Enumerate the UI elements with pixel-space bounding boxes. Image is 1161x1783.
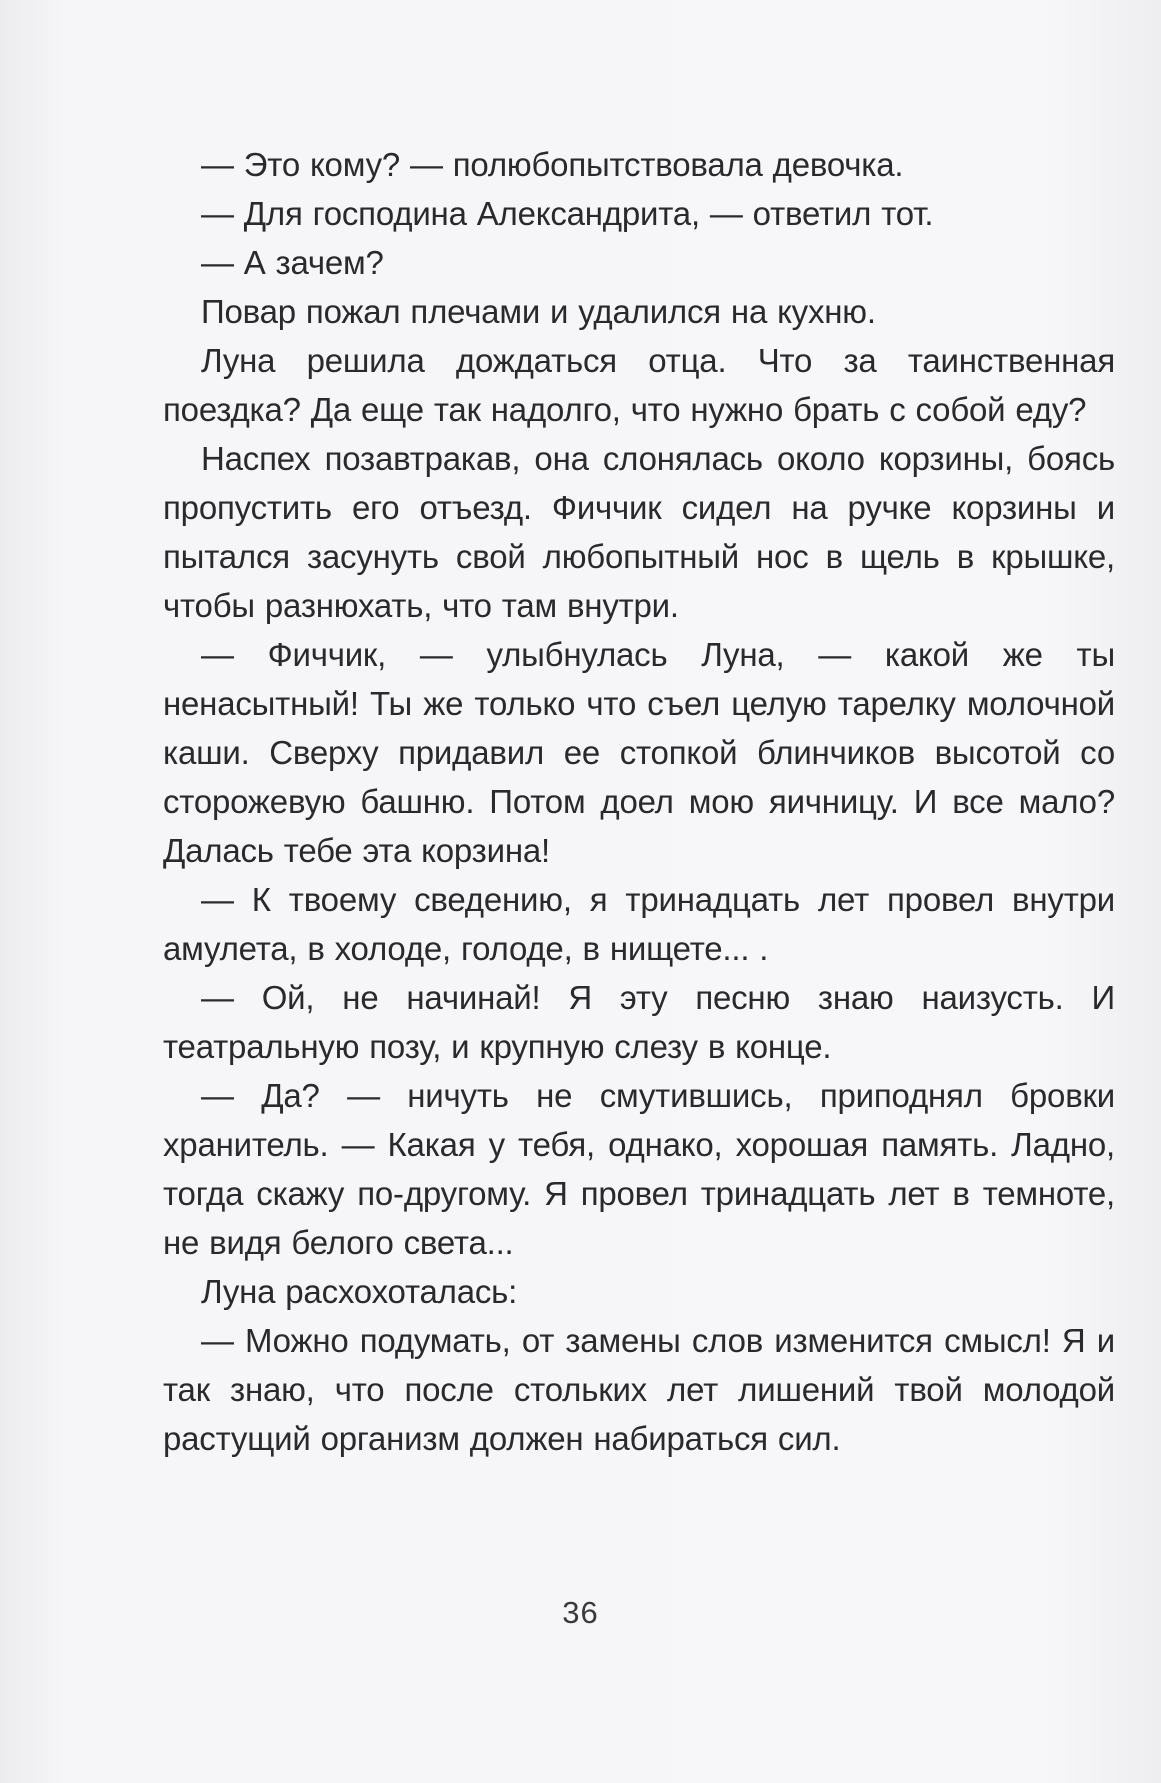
paragraph-7: — Фиччик, — улыбнулась Луна, — какой же ты ненасытный! Ты же только что съел целую тарелку молочной каши. Сверху придавил ее стопкой блинчиков высотой со сторожевую башню. Потом доел мою яичницу. И все мало? Далась тебе эта корзина! (163, 636, 1115, 869)
paragraph-9: — Ой, не начинай! Я эту песню знаю наизусть. И театральную позу, и крупную слезу в конце. (163, 979, 1115, 1065)
paragraph-6: Наспех позавтракав, она слонялась около корзины, боясь пропустить его отъезд. Фиччик сидел на ручке корзины и пытался засунуть свой любопытный нос в щель в крышке, чтобы разнюхать, что там внутри. (163, 440, 1115, 624)
paragraph-4: Повар пожал плечами и удалился на кухню. (201, 293, 876, 330)
paragraph-5: Луна решила дождаться отца. Что за таинственная поездка? Да еще так надолго, что нужно брать с собой еду? (163, 342, 1115, 428)
body-text (163, 140, 1115, 1463)
paragraph-1: — Это кому? — полюбопытствовала девочка. (201, 146, 904, 183)
paragraph-12: — Можно подумать, от замены слов изменится смысл! Я и так знаю, что после стольких лет лишений твой молодой растущий организм должен набираться сил. (163, 1322, 1115, 1457)
paragraph-3: — А зачем? (201, 244, 384, 281)
paragraph-2: — Для господина Александрита, — ответил тот. (201, 195, 934, 232)
page-number: 36 (562, 1595, 599, 1630)
paragraph-10: — Да? — ничуть не смутившись, приподнял бровки хранитель. — Какая у тебя, однако, хорошая память. Ладно, тогда скажу по-другому. Я провел тринадцать лет в темноте, не видя белого света... (163, 1077, 1115, 1261)
paragraph-11: Луна расхохоталась: (201, 1273, 518, 1310)
paragraph-8: — К твоему сведению, я тринадцать лет провел внутри амулета, в холоде, голоде, в нищете... . (163, 881, 1115, 967)
